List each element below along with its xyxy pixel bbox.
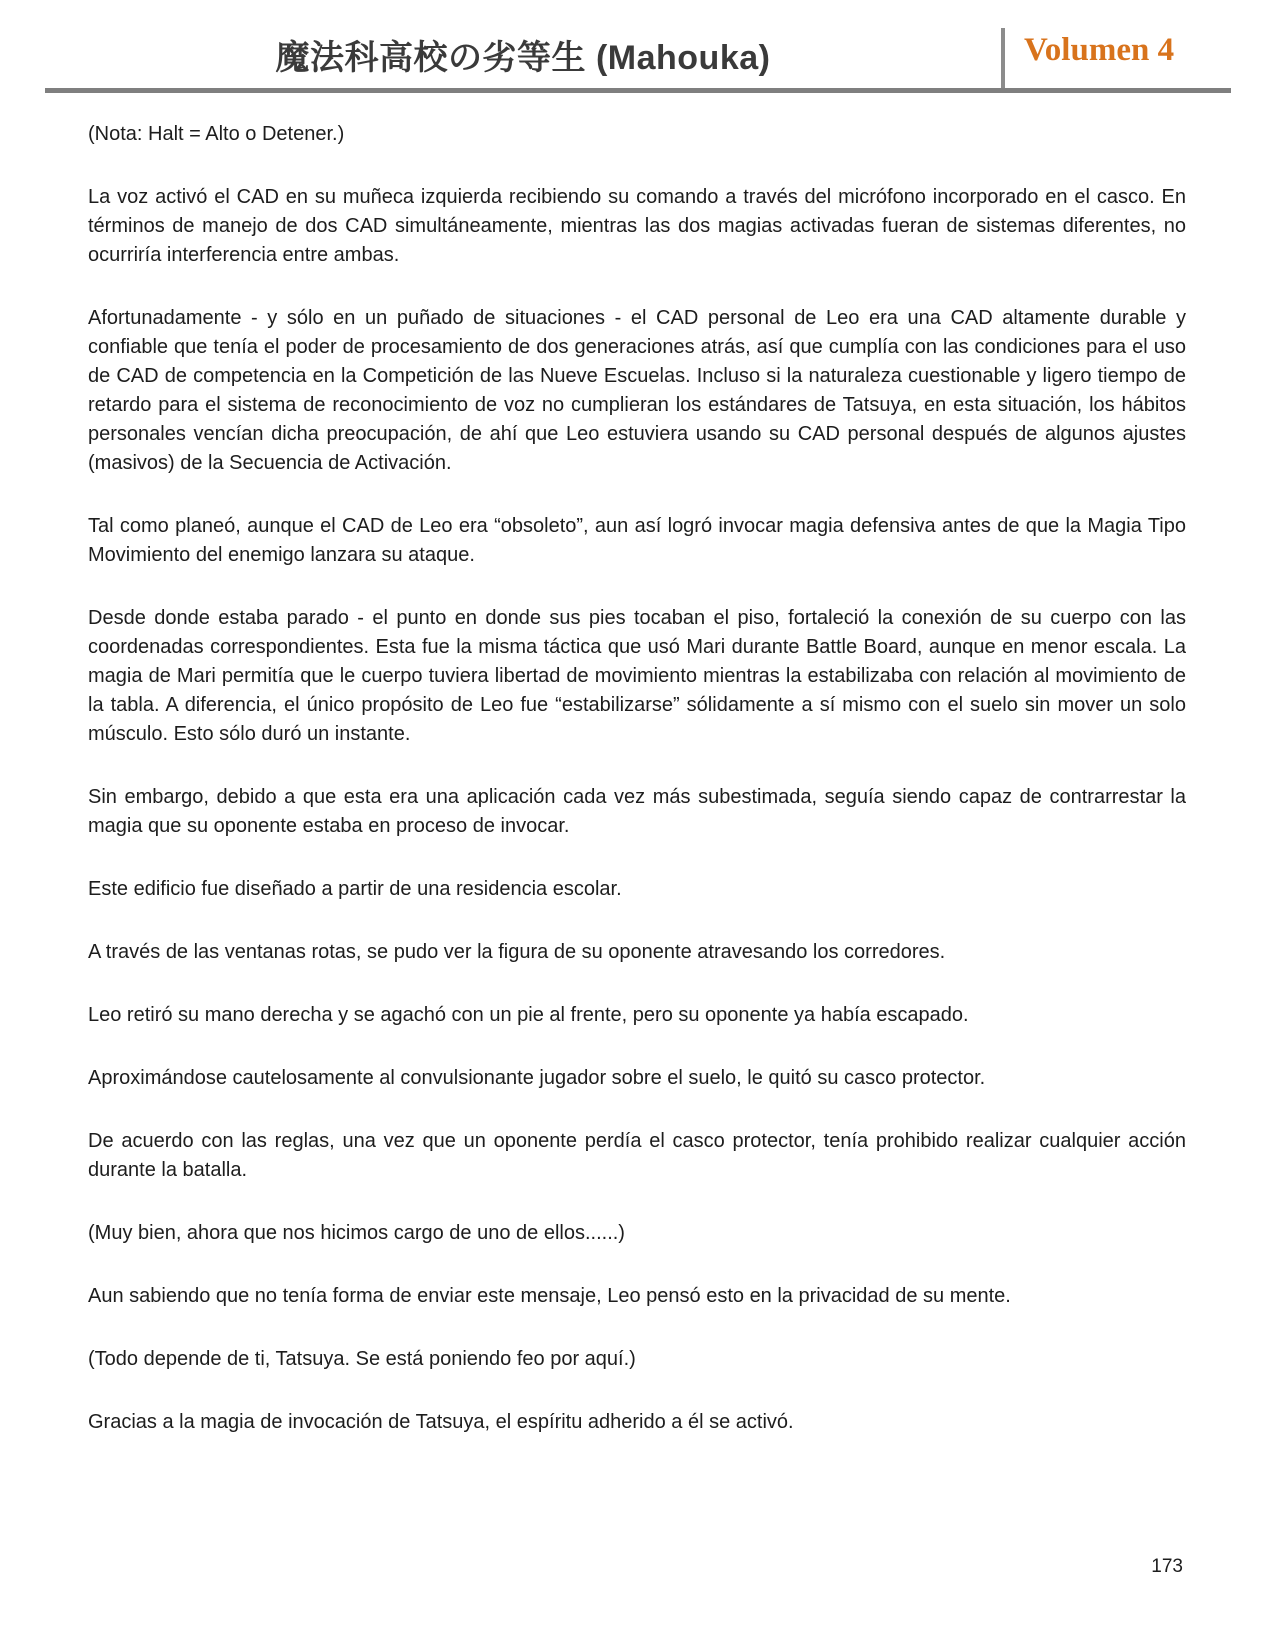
paragraph: A través de las ventanas rotas, se pudo ver la figura de su oponente atravesando los corredores. bbox=[88, 941, 946, 963]
paragraph: Tal como planeó, aunque el CAD de Leo era “obsoleto”, aun así logró invocar magia defensiva antes de que la Magia Tipo Movimiento del enemigo lanzara su ataque. bbox=[88, 515, 1186, 566]
page-number: 173 bbox=[1151, 1556, 1183, 1577]
paragraph: Gracias a la magia de invocación de Tatsuya, el espíritu adherido a él se activó. bbox=[88, 1411, 794, 1433]
header-vertical-divider bbox=[1001, 28, 1005, 90]
header-title-cell bbox=[45, 30, 1001, 79]
page-body bbox=[88, 120, 1186, 1471]
paragraph: (Nota: Halt = Alto o Detener.) bbox=[88, 123, 345, 145]
paragraph: Desde donde estaba parado - el punto en donde sus pies tocaban el piso, fortaleció la conexión de su cuerpo con las coordenadas correspondientes. Esta fue la misma táctica que usó Mari durante Battle Board, aunque en menor escala. La magia de Mari permitía que le cuerpo tuviera libertad de movimiento mientras la estabilizaba con relación al movimiento de la tabla. A diferencia, el único propósito de Leo fue “estabilizarse” sólidamente a sí mismo con el suelo sin mover un solo músculo. Esto sólo duró un instante. bbox=[88, 607, 1186, 745]
paragraph: De acuerdo con las reglas, una vez que un oponente perdía el casco protector, tenía prohibido realizar cualquier acción durante la batalla. bbox=[88, 1130, 1186, 1181]
paragraph: Sin embargo, debido a que esta era una aplicación cada vez más subestimada, seguía siendo capaz de contrarrestar la magia que su oponente estaba en proceso de invocar. bbox=[88, 786, 1186, 837]
volume-cell bbox=[1024, 32, 1174, 69]
paragraph: Leo retiró su mano derecha y se agachó con un pie al frente, pero su oponente ya había escapado. bbox=[88, 1004, 969, 1026]
volume-label: Volumen 4 bbox=[1024, 32, 1175, 68]
document-title: 魔法科高校の劣等生 (Mahouka) bbox=[275, 39, 771, 77]
body-paragraphs bbox=[88, 120, 1186, 1437]
paragraph: Aproximándose cautelosamente al convulsionante jugador sobre el suelo, le quitó su casco protector. bbox=[88, 1067, 986, 1089]
header-rule bbox=[45, 88, 1231, 93]
paragraph: (Muy bien, ahora que nos hicimos cargo de uno de ellos......) bbox=[88, 1222, 625, 1244]
paragraph: La voz activó el CAD en su muñeca izquierda recibiendo su comando a través del micrófono incorporado en el casco. En términos de manejo de dos CAD simultáneamente, mientras las dos magias activadas fueran de sistemas diferentes, no ocurriría interferencia entre ambas. bbox=[88, 186, 1186, 266]
paragraph: Este edificio fue diseñado a partir de una residencia escolar. bbox=[88, 878, 622, 900]
paragraph: Afortunadamente - y sólo en un puñado de situaciones - el CAD personal de Leo era una CAD altamente durable y confiable que tenía el poder de procesamiento de dos generaciones atrás, así que cumplía con las condiciones para el uso de CAD de competencia en la Competición de las Nueve Escuelas. Incluso si la naturaleza cuestionable y ligero tiempo de retardo para el sistema de reconocimiento de voz no cumplieran los estándares de Tatsuya, en esta situación, los hábitos personales vencían dicha preocupación, de ahí que Leo estuviera usando su CAD personal después de algunos ajustes (masivos) de la Secuencia de Activación. bbox=[88, 307, 1186, 474]
paragraph: Aun sabiendo que no tenía forma de enviar este mensaje, Leo pensó esto en la privacidad de su mente. bbox=[88, 1285, 1011, 1307]
paragraph: (Todo depende de ti, Tatsuya. Se está poniendo feo por aquí.) bbox=[88, 1348, 636, 1370]
